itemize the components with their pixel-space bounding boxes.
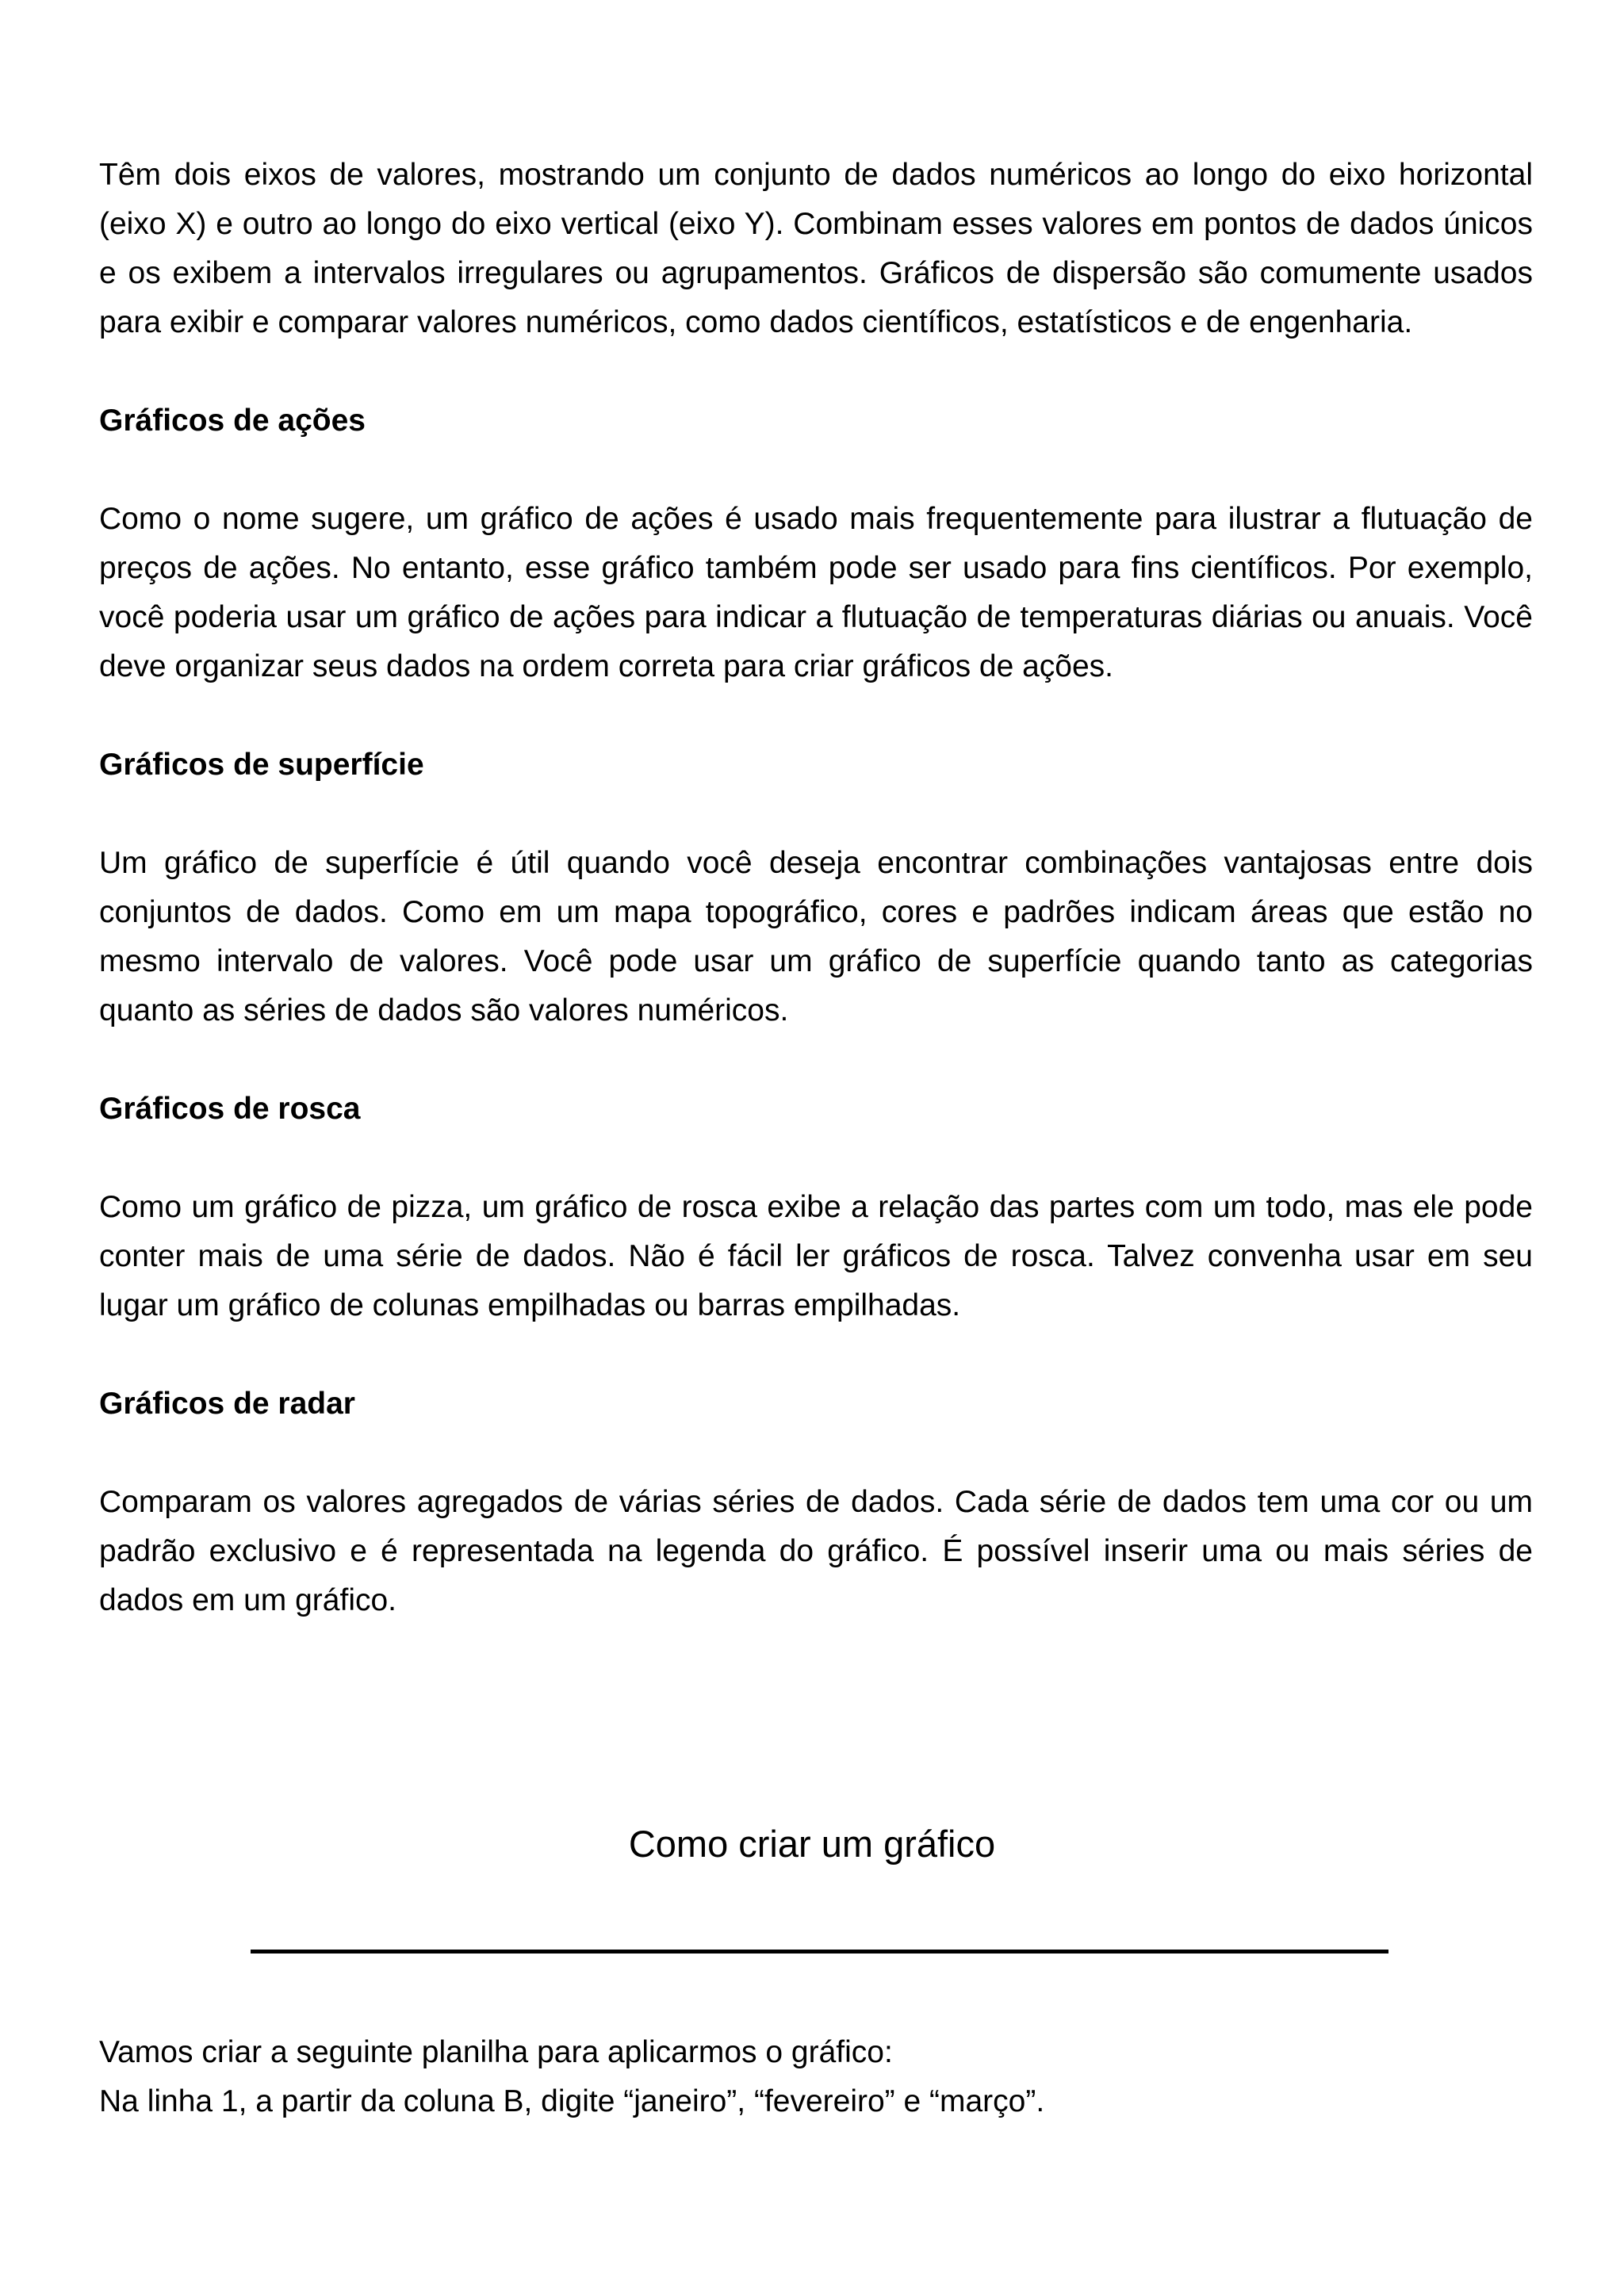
instruction-line-2: Na linha 1, a partir da coluna B, digite “janeiro”, “fevereiro” e “março”. — [99, 2084, 1045, 2118]
document-body — [99, 151, 1533, 1625]
how-to-instructions — [99, 2028, 1533, 2126]
section-paragraph-stock-charts: Como o nome sugere, um gráfico de ações é usado mais frequentemente para ilustrar a flutuação de preços de ações. No entanto, esse gráfico também pode ser usado para fins científicos. Por exemplo, você poderia usar um gráfico de ações para indicar a flutuação de temperaturas diárias ou anuais. Você deve organizar seus dados na ordem correta para criar gráficos de ações. — [99, 502, 1533, 683]
section-paragraph-doughnut-charts: Como um gráfico de pizza, um gráfico de rosca exibe a relação das partes com um todo, mas ele pode conter mais de uma série de dados. Não é fácil ler gráficos de rosca. Talvez convenha usar em seu lugar um gráfico de colunas empilhadas ou barras empilhadas. — [99, 1190, 1533, 1322]
section-paragraph-radar-charts: Comparam os valores agregados de várias séries de dados. Cada série de dados tem uma cor ou um padrão exclusivo e é representada na legenda do gráfico. É possível inserir uma ou mais séries de dados em um gráfico. — [99, 1485, 1533, 1617]
section-heading-stock-charts: Gráficos de ações — [99, 404, 366, 438]
section-paragraph-surface-charts: Um gráfico de superfície é útil quando você deseja encontrar combinações vantajosas entre dois conjuntos de dados. Como em um mapa topográfico, cores e padrões indicam áreas que estão no mesmo intervalo de valores. Você pode usar um gráfico de superfície quando tanto as categorias quanto as séries de dados são valores numéricos. — [99, 846, 1533, 1027]
intro-paragraph: Têm dois eixos de valores, mostrando um conjunto de dados numéricos ao longo do eixo horizontal (eixo X) e outro ao longo do eixo vertical (eixo Y). Combinam esses valores em pontos de dados únicos e os exibem a intervalos irregulares ou agrupamentos. Gráficos de dispersão são comumente usados para exibir e comparar valores numéricos, como dados científicos, estatísticos e de engenharia. — [99, 158, 1533, 339]
title-underline-rule — [251, 1950, 1388, 1954]
section-heading-radar-charts: Gráficos de radar — [99, 1387, 355, 1421]
instruction-line-1: Vamos criar a seguinte planilha para aplicarmos o gráfico: — [99, 2035, 893, 2069]
section-heading-surface-charts: Gráficos de superfície — [99, 748, 424, 782]
section-heading-doughnut-charts: Gráficos de rosca — [99, 1092, 361, 1126]
section-title-how-to-create: Como criar um gráfico — [628, 1823, 996, 1865]
